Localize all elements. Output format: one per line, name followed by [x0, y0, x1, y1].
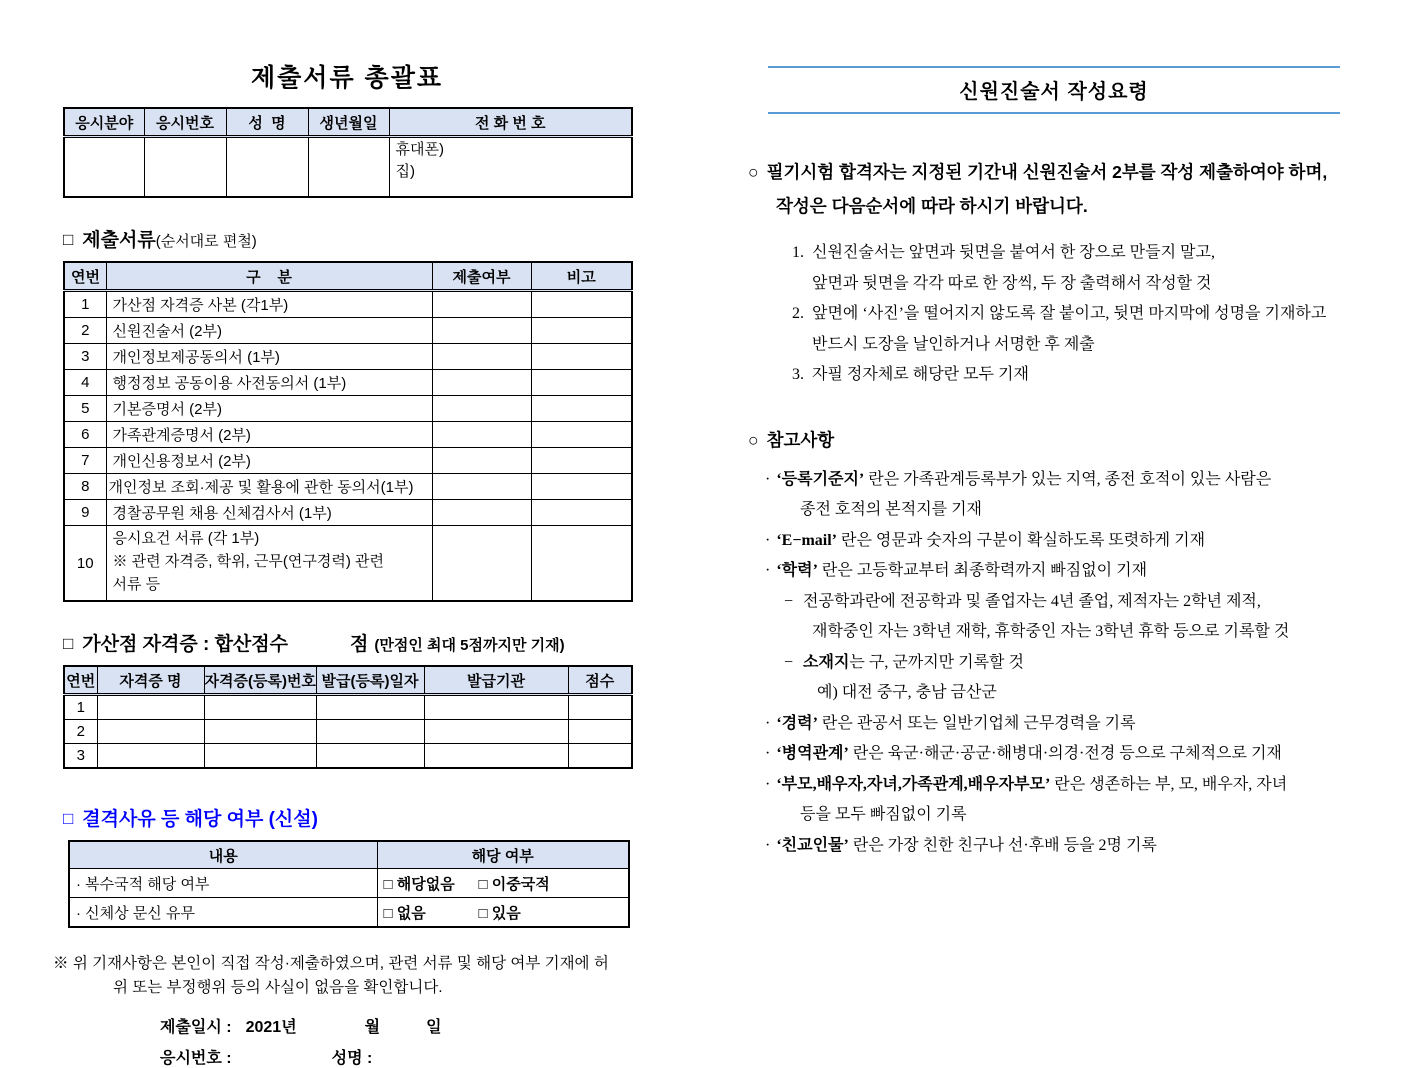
table-row: [64, 318, 632, 344]
row-number: 10: [64, 526, 106, 602]
column-header: 해당 여부: [377, 841, 629, 869]
document-label: 가산점 자격증 사본 (각1부): [106, 291, 432, 318]
table-row: [64, 370, 632, 396]
row-number: 6: [64, 422, 106, 448]
phone-cell: [389, 137, 632, 198]
note-text: 재학중인 자는 3학년 재학, 휴학중인 자는 3학년 휴학 등으로 기록할 것: [812, 623, 1290, 640]
page-title: 제출서류 총괄표: [251, 64, 443, 92]
table-row: [64, 720, 632, 744]
document-label: 신원진술서 (2부): [106, 318, 432, 344]
note-text: 란은 가족관계등록부가 있는 지역, 종전 호적이 있는 사람은: [864, 470, 1272, 488]
table-header-row: [64, 666, 632, 695]
empty-cell: [531, 344, 632, 370]
row-number: 3: [64, 744, 97, 769]
empty-cell: [432, 500, 531, 526]
empty-cell: [432, 318, 531, 344]
table-row: [69, 898, 629, 928]
empty-cell: [531, 526, 632, 602]
note-term: 소재지: [803, 653, 850, 671]
note-item: [748, 770, 1360, 801]
checkbox-icon: □: [63, 230, 74, 249]
note-text: 란은 가장 친한 친구나 선·후배 등을 2명 기록: [848, 836, 1157, 854]
section-note: (만점인 최대 5점까지만 기재): [374, 637, 565, 654]
dot-bullet-icon: ·: [765, 836, 771, 854]
note-text: 란은 관공서 또는 일반기업체 근무경력을 기록: [817, 714, 1136, 732]
step-text: 신원진술서는 앞면과 뒷면을 붙여서 한 장으로 만들지 말고,: [812, 244, 1215, 261]
applicant-info-table: [63, 107, 633, 198]
criteria-options: [377, 898, 629, 928]
table-row: [64, 137, 632, 198]
row-number: 2: [64, 318, 106, 344]
document-label: 행정정보 공동이용 사전동의서 (1부): [106, 370, 432, 396]
document-label: 기본증명서 (2부): [106, 396, 432, 422]
checkbox-option: □ 있음: [478, 904, 521, 922]
row-number: 1: [64, 291, 106, 318]
section-subtitle: (순서대로 편철): [155, 233, 257, 250]
confirmation-text: 위 기재사항은 본인이 직접 작성·제출하였으며, 관련 서류 및 해당 여부 기재에 허: [72, 955, 609, 972]
column-header: 연번: [64, 666, 97, 695]
signature-line: [63, 1045, 631, 1068]
row-number: 1: [64, 695, 97, 720]
step-text: 앞면에 ‘사진’을 떨어지지 않도록 잘 붙이고, 뒷면 마지막에 성명을 기재하고: [812, 305, 1327, 322]
empty-cell: [316, 695, 424, 720]
column-header: 응시분야: [64, 108, 144, 137]
column-header: 구 분: [106, 262, 432, 291]
table-row: [64, 744, 632, 769]
empty-cell: [424, 720, 568, 744]
table-header-row: [69, 841, 629, 869]
empty-cell: [432, 344, 531, 370]
row-number: 5: [64, 396, 106, 422]
document-label: 개인정보 조회·제공 및 활용에 관한 동의서(1부): [106, 474, 432, 500]
dash-icon: −: [784, 653, 794, 671]
table-row: [69, 869, 629, 898]
note-text: 종전 호적의 본적지를 기재: [800, 501, 983, 518]
column-header: 발급기관: [424, 666, 568, 695]
disqualification-table: [68, 840, 630, 928]
empty-cell: [97, 744, 204, 769]
empty-cell: [568, 695, 632, 720]
step-item: [748, 360, 1360, 391]
note-item: [748, 526, 1360, 557]
notes-list: [748, 465, 1360, 862]
empty-cell: [531, 448, 632, 474]
bonus-certificates-table: [63, 665, 633, 769]
note-example: 예) 대전 중구, 충남 금산군: [817, 684, 997, 701]
section-title: 결격사유 등 해당 여부 (신설): [82, 809, 318, 830]
empty-cell: [432, 396, 531, 422]
page-right-statement-guidelines: [748, 60, 1360, 861]
checkbox-option: □ 없음: [383, 904, 426, 922]
row-number: 8: [64, 474, 106, 500]
note-term: ‘E−mail’: [776, 531, 837, 549]
empty-cell: [531, 291, 632, 318]
empty-cell: [226, 137, 308, 198]
table-header-row: [64, 108, 632, 137]
section-heading-disqualification: [63, 804, 631, 831]
notes-heading: [748, 427, 1360, 452]
empty-cell: [64, 137, 144, 198]
note-item: [748, 831, 1360, 862]
row-number: 3: [64, 344, 106, 370]
empty-cell: [568, 720, 632, 744]
empty-cell: [531, 422, 632, 448]
column-header: 내용: [69, 841, 377, 869]
page-left-submission-summary: [53, 58, 631, 1068]
step-number: 2.: [792, 305, 804, 322]
table-row: [64, 344, 632, 370]
document-label: [106, 526, 432, 602]
date-month-label: 월: [364, 1019, 381, 1036]
criteria-label: · 복수국적 해당 여부: [69, 869, 377, 898]
document-label-line: 서류 등: [112, 576, 161, 593]
table-row: [64, 474, 632, 500]
note-text: 란은 영문과 숫자의 구분이 확실하도록 또렷하게 기재: [837, 531, 1206, 549]
section-heading-bonus-certificates: [63, 629, 631, 656]
note-text: 등을 모두 빠짐없이 기록: [800, 806, 967, 823]
step-text: 자필 정자체로 해당란 모두 기재: [812, 366, 1029, 383]
note-term: ‘병역관계’: [776, 745, 849, 762]
regno-label: 응시번호 :: [160, 1050, 232, 1067]
column-header: 점수: [568, 666, 632, 695]
note-item: [748, 465, 1360, 496]
table-row: [64, 396, 632, 422]
empty-cell: [531, 500, 632, 526]
note-term: ‘친교인물’: [776, 836, 849, 854]
document-label: 개인정보제공동의서 (1부): [106, 344, 432, 370]
empty-cell: [97, 695, 204, 720]
intro-paragraph: [748, 155, 1360, 223]
confirmation-statement: [53, 952, 631, 1000]
column-header: 자격증(등록)번호: [204, 666, 316, 695]
intro-text: 작성은 다음순서에 따라 하시기 바랍니다.: [776, 196, 1088, 216]
title-box: [768, 66, 1340, 114]
step-text: 앞면과 뒷면을 각각 따로 한 장씩, 두 장 출력해서 작성할 것: [812, 274, 1212, 292]
phone-home-label: 집): [395, 163, 415, 180]
empty-cell: [531, 474, 632, 500]
checkbox-icon: □: [63, 634, 74, 653]
row-number: 9: [64, 500, 106, 526]
note-item: [748, 709, 1360, 740]
empty-cell: [144, 137, 226, 198]
section-title: 제출서류: [82, 230, 156, 251]
step-item: [748, 299, 1360, 330]
phone-mobile-label: 휴대폰): [395, 141, 444, 158]
document-label-line: ※ 관련 자격증, 학위, 근무(연구경력) 관련: [112, 553, 385, 570]
note-term: ‘부모,배우자,자녀,가족관계,배우자부모’: [776, 775, 1051, 793]
checkbox-option: □ 이중국적: [478, 875, 550, 893]
dot-bullet-icon: ·: [765, 775, 771, 793]
intro-text: 필기시험 합격자는 지정된 기간내 신원진술서 2부를 작성 제출하여야 하며,: [766, 162, 1328, 182]
empty-cell: [424, 695, 568, 720]
empty-cell: [432, 448, 531, 474]
document-label-line: 응시요건 서류 (각 1부): [112, 530, 260, 547]
dot-bullet-icon: ·: [765, 531, 771, 549]
confirmation-line: [53, 952, 631, 976]
empty-cell: [316, 720, 424, 744]
submission-documents-table: [63, 261, 633, 602]
note-text: 란은 생존하는 부, 모, 배우자, 자녀: [1050, 775, 1288, 793]
step-text: 반드시 도장을 날인하거나 서명한 후 제출: [812, 335, 1095, 353]
step-number: 3.: [792, 366, 804, 383]
dash-icon: −: [784, 592, 794, 610]
step-number: 1.: [792, 244, 804, 261]
column-header: 생년월일: [308, 108, 389, 137]
page-title: 신원진술서 작성요령: [959, 81, 1149, 103]
note-subitem: [748, 648, 1360, 679]
document-label: 경찰공무원 채용 신체검사서 (1부): [106, 500, 432, 526]
note-subitem: [748, 587, 1360, 618]
dot-bullet-icon: ·: [765, 470, 771, 488]
empty-cell: [432, 370, 531, 396]
circle-bullet-icon: ○: [748, 162, 759, 182]
column-header: 제출여부: [432, 262, 531, 291]
table-row: [64, 695, 632, 720]
note-text: 란은 육군·해군·공군·해병대·의경·전경 등으로 구체적으로 기재: [848, 745, 1282, 762]
dot-bullet-icon: ·: [765, 745, 771, 762]
table-row: [64, 422, 632, 448]
empty-cell: [316, 744, 424, 769]
date-label: 제출일시 :: [160, 1019, 232, 1036]
empty-cell: [568, 744, 632, 769]
note-text: 전공학과란에 전공학과 및 졸업자는 4년 졸업, 제적자는 2학년 제적,: [803, 592, 1261, 610]
checkbox-icon: □: [63, 809, 74, 828]
table-row: [64, 526, 632, 602]
name-label: 성명 :: [331, 1050, 373, 1067]
row-number: 2: [64, 720, 97, 744]
checkbox-option: □ 해당없음: [383, 875, 455, 893]
empty-cell: [204, 720, 316, 744]
note-text: 란은 고등학교부터 최종학력까지 빠짐없이 기재: [817, 562, 1148, 579]
dot-bullet-icon: ·: [765, 714, 771, 732]
empty-cell: [424, 744, 568, 769]
note-item: [748, 739, 1360, 770]
criteria-options: [377, 869, 629, 898]
intro-line: [748, 155, 1360, 189]
circle-bullet-icon: ○: [748, 429, 759, 450]
confirmation-text: 위 또는 부정행위 등의 사실이 없음을 확인합니다.: [113, 979, 443, 996]
empty-cell: [308, 137, 389, 198]
note-term: ‘학력’: [776, 562, 818, 579]
step-item: [748, 238, 1360, 269]
note-term: ‘등록기준지’: [776, 470, 865, 488]
column-header: 발급(등록)일자: [316, 666, 424, 695]
empty-cell: [432, 291, 531, 318]
table-row: [64, 500, 632, 526]
empty-cell: [432, 422, 531, 448]
empty-cell: [432, 474, 531, 500]
section-heading-submission: [63, 225, 631, 252]
reference-mark: ※: [53, 955, 69, 972]
column-header: 연번: [64, 262, 106, 291]
empty-cell: [531, 370, 632, 396]
notes-heading-text: 참고사항: [766, 429, 835, 450]
document-label: 개인신용정보서 (2부): [106, 448, 432, 474]
note-term: ‘경력’: [776, 714, 818, 732]
empty-cell: [97, 720, 204, 744]
table-row: [64, 448, 632, 474]
column-header: 응시번호: [144, 108, 226, 137]
section-title: 가산점 자격증 : 합산점수: [82, 634, 288, 655]
column-header: 성 명: [226, 108, 308, 137]
criteria-label: · 신체상 문신 유무: [69, 898, 377, 928]
date-day-label: 일: [426, 1019, 442, 1036]
points-label: 점: [350, 634, 369, 655]
column-header: 자격증 명: [97, 666, 204, 695]
empty-cell: [432, 526, 531, 602]
column-header: 전 화 번 호: [389, 108, 632, 137]
date-year: 2021년: [245, 1019, 297, 1036]
row-number: 7: [64, 448, 106, 474]
column-header: 비고: [531, 262, 632, 291]
empty-cell: [531, 396, 632, 422]
empty-cell: [531, 318, 632, 344]
table-row: [64, 291, 632, 318]
row-number: 4: [64, 370, 106, 396]
note-text: 는 구, 군까지만 기록할 것: [849, 653, 1024, 671]
dot-bullet-icon: ·: [765, 562, 771, 579]
empty-cell: [204, 695, 316, 720]
steps-list: [748, 238, 1360, 391]
empty-cell: [204, 744, 316, 769]
table-header-row: [64, 262, 632, 291]
submission-date-line: [63, 1014, 631, 1037]
document-label: 가족관계증명서 (2부): [106, 422, 432, 448]
note-item: [748, 556, 1360, 587]
